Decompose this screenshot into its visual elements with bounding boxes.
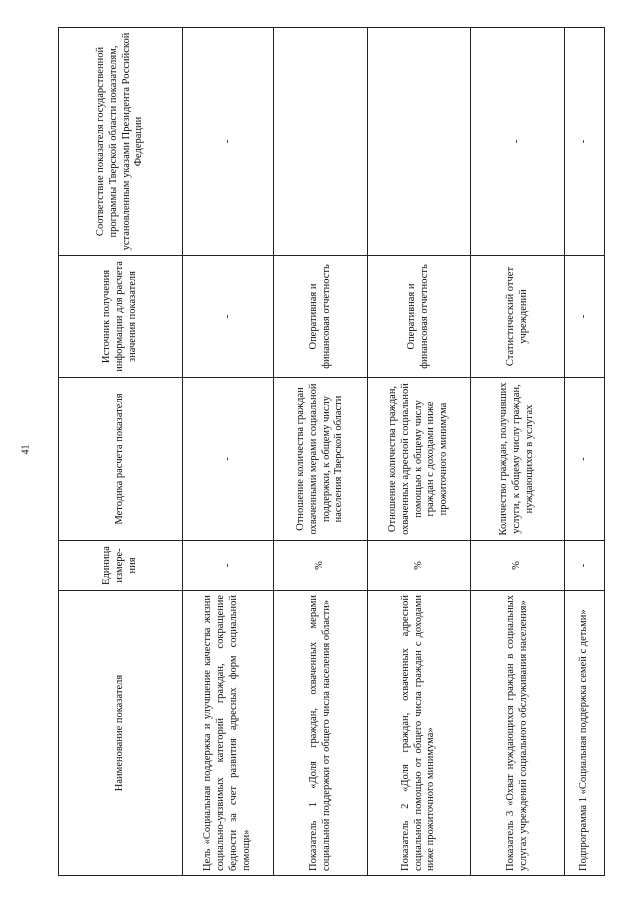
rotated-table-container xyxy=(58,28,604,876)
method-cell: - xyxy=(183,378,274,541)
unit-cell: % xyxy=(471,541,565,591)
match-cell xyxy=(274,28,368,256)
unit-cell: - xyxy=(565,541,605,591)
indicators-table xyxy=(58,27,605,876)
source-cell: Оперативная и финансовая отчетность xyxy=(368,256,471,378)
match-cell: - xyxy=(565,28,605,256)
method-cell: Отношение количества граждан охваченными мерами социальной поддержки, к общему числу населения Тверской области xyxy=(274,378,368,541)
table-header-row xyxy=(59,28,183,876)
method-cell: Отношение количества граждан, охваченных адресной социальной помощью к общему числу граждан с доходами ниже прожиточного минимума xyxy=(368,378,471,541)
source-cell: - xyxy=(183,256,274,378)
table-row xyxy=(471,28,565,876)
header-method: Методика расчета показателя xyxy=(59,378,183,541)
unit-cell: % xyxy=(274,541,368,591)
source-cell: - xyxy=(565,256,605,378)
match-cell xyxy=(368,28,471,256)
indicator-name-cell: Подпрограмма 1 «Социальная поддержка семей с детьми» xyxy=(565,591,605,876)
table-row xyxy=(368,28,471,876)
page-number: 41 xyxy=(20,444,32,455)
table-row xyxy=(565,28,605,876)
indicator-name-cell: Показатель 3 «Охват нуждающихся граждан в социальных услугах учреждений социального обслуживания населения» xyxy=(471,591,565,876)
indicator-name-cell: Цель «Социальная поддержка и улучшение качества жизни социально-уязвимых категорий граждан, сокращение бедности за счет развития адресных форм социальной помощи» xyxy=(183,591,274,876)
method-cell: Количество граждан, получивших услуги, к общему числу граждан, нуждающихся в услугах xyxy=(471,378,565,541)
method-cell: - xyxy=(565,378,605,541)
header-indicator-name: Наименование показателя xyxy=(59,591,183,876)
source-cell: Статистический отчет учреждений xyxy=(471,256,565,378)
table-row xyxy=(274,28,368,876)
unit-cell: - xyxy=(183,541,274,591)
table-row xyxy=(183,28,274,876)
match-cell: - xyxy=(471,28,565,256)
header-presidential-match: Соответствие показателя государственной программы Тверской области показателям, установленным указами Президента Российской Федерации xyxy=(59,28,183,256)
unit-cell: % xyxy=(368,541,471,591)
header-unit: Единица измере-ния xyxy=(59,541,183,591)
match-cell: - xyxy=(183,28,274,256)
indicator-name-cell: Показатель 1 «Доля граждан, охваченных мерами социальной поддержки от общего числа населения области» xyxy=(274,591,368,876)
header-source: Источник получения информации для расчета значения показателя xyxy=(59,256,183,378)
source-cell: Оперативная и финансовая отчетность xyxy=(274,256,368,378)
indicator-name-cell: Показатель 2 «Доля граждан, охваченных адресной социальной помощью от общего числа граждан с доходами ниже прожиточного минимума» xyxy=(368,591,471,876)
